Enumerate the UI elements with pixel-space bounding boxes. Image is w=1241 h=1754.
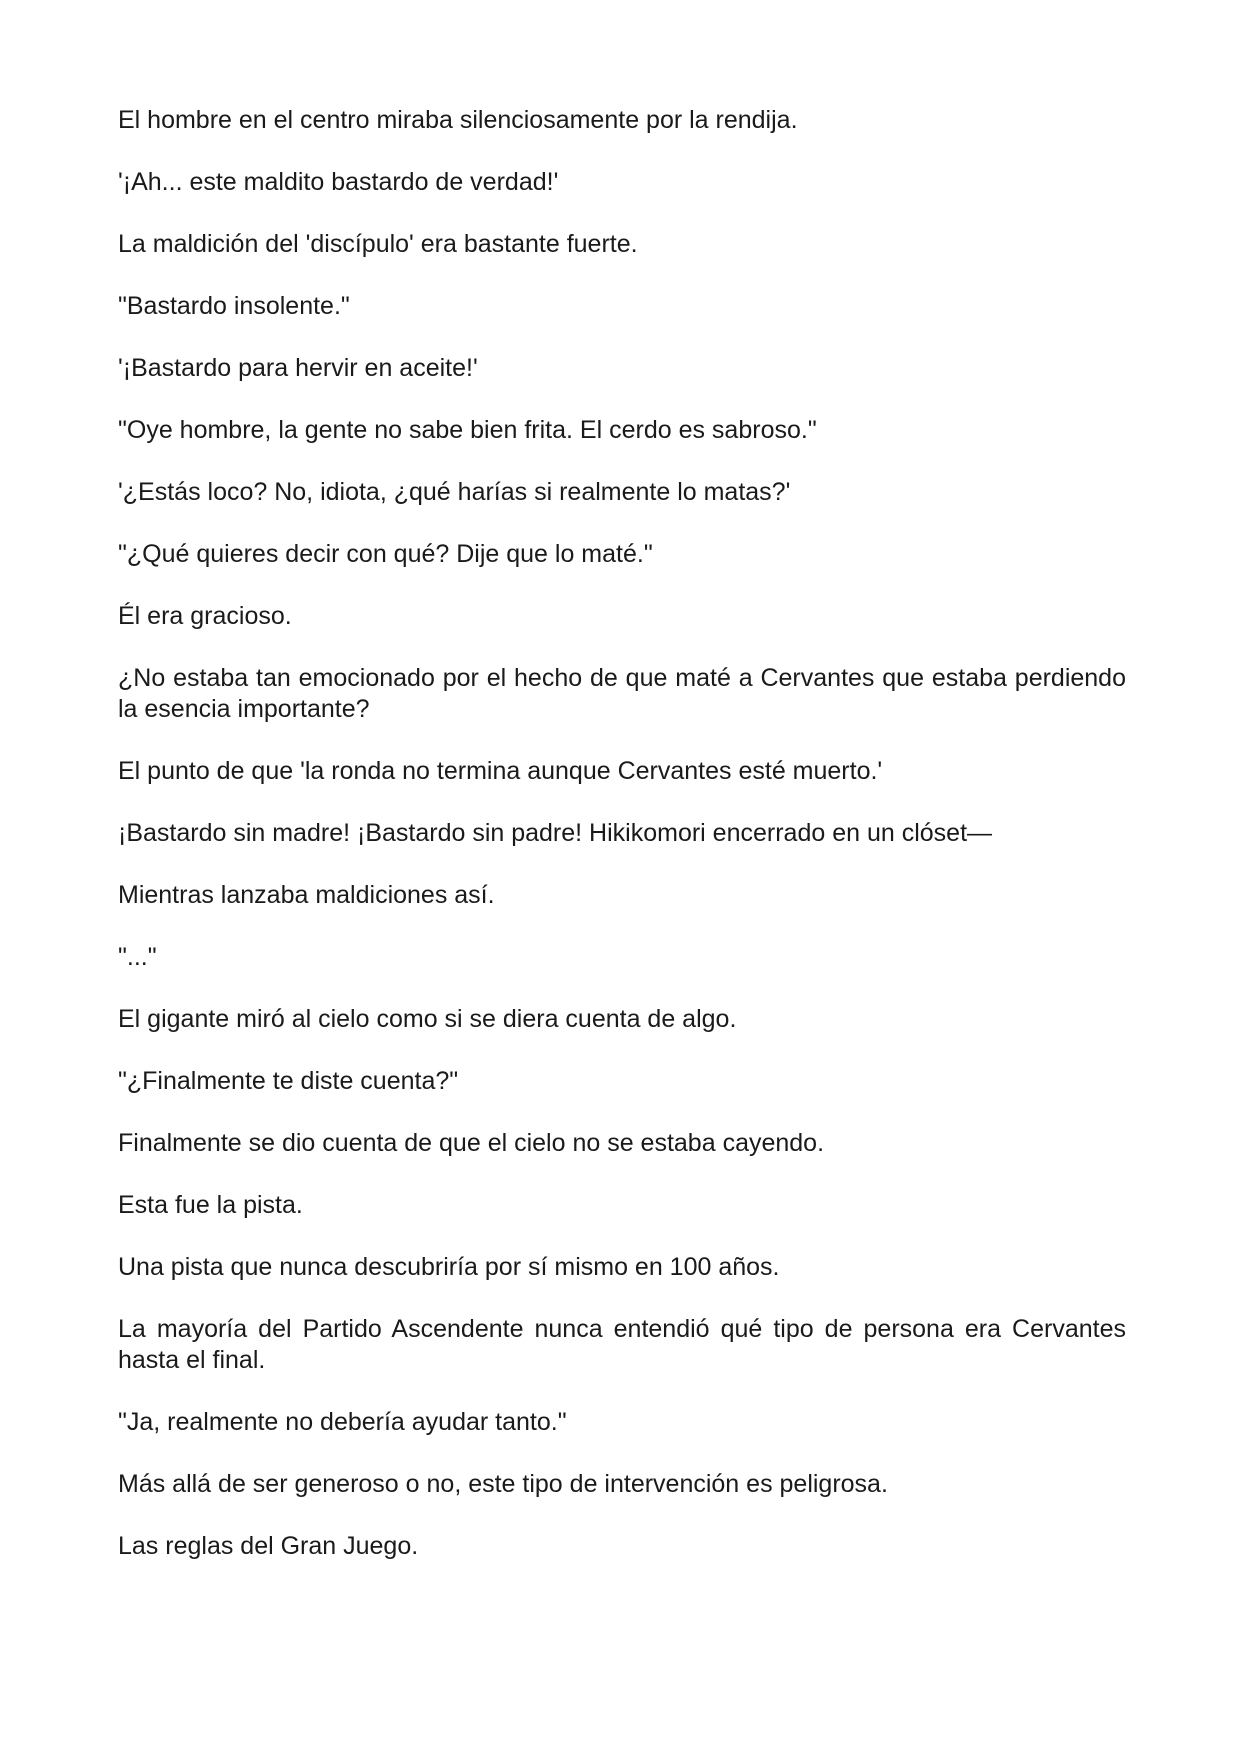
paragraph: ¡Bastardo sin madre! ¡Bastardo sin padre! Hikikomori encerrado en un clóset— <box>118 819 993 847</box>
paragraph: '¡Bastardo para hervir en aceite!' <box>118 354 478 382</box>
paragraph: Las reglas del Gran Juego. <box>118 1532 419 1560</box>
paragraph: ¿No estaba tan emocionado por el hecho de que maté a Cervantes que estaba perdiendo la esencia importante? <box>118 664 1126 723</box>
paragraph: "¿Qué quieres decir con qué? Dije que lo maté." <box>118 540 653 568</box>
paragraph: Finalmente se dio cuenta de que el cielo no se estaba cayendo. <box>118 1129 825 1157</box>
paragraph: El punto de que 'la ronda no termina aunque Cervantes esté muerto.' <box>118 757 883 785</box>
paragraph: La maldición del 'discípulo' era bastante fuerte. <box>118 230 638 258</box>
paragraph: '¿Estás loco? No, idiota, ¿qué harías si realmente lo matas?' <box>118 478 791 506</box>
paragraph: Más allá de ser generoso o no, este tipo de intervención es peligrosa. <box>118 1470 888 1498</box>
paragraph: "Ja, realmente no debería ayudar tanto." <box>118 1408 567 1436</box>
paragraph: "¿Finalmente te diste cuenta?" <box>118 1067 459 1095</box>
paragraph: Una pista que nunca descubriría por sí mismo en 100 años. <box>118 1253 780 1281</box>
paragraph: "Oye hombre, la gente no sabe bien frita. El cerdo es sabroso." <box>118 416 817 444</box>
paragraph: "..." <box>118 943 157 971</box>
paragraph: Él era gracioso. <box>118 602 292 630</box>
document-page <box>118 105 1126 1562</box>
paragraph: '¡Ah... este maldito bastardo de verdad!' <box>118 168 559 196</box>
paragraph: El gigante miró al cielo como si se diera cuenta de algo. <box>118 1005 737 1033</box>
paragraph: "Bastardo insolente." <box>118 292 350 320</box>
paragraph: Mientras lanzaba maldiciones así. <box>118 881 495 909</box>
paragraph: Esta fue la pista. <box>118 1191 303 1219</box>
paragraph: La mayoría del Partido Ascendente nunca entendió qué tipo de persona era Cervantes hasta el final. <box>118 1315 1126 1374</box>
paragraph: El hombre en el centro miraba silenciosamente por la rendija. <box>118 106 798 134</box>
